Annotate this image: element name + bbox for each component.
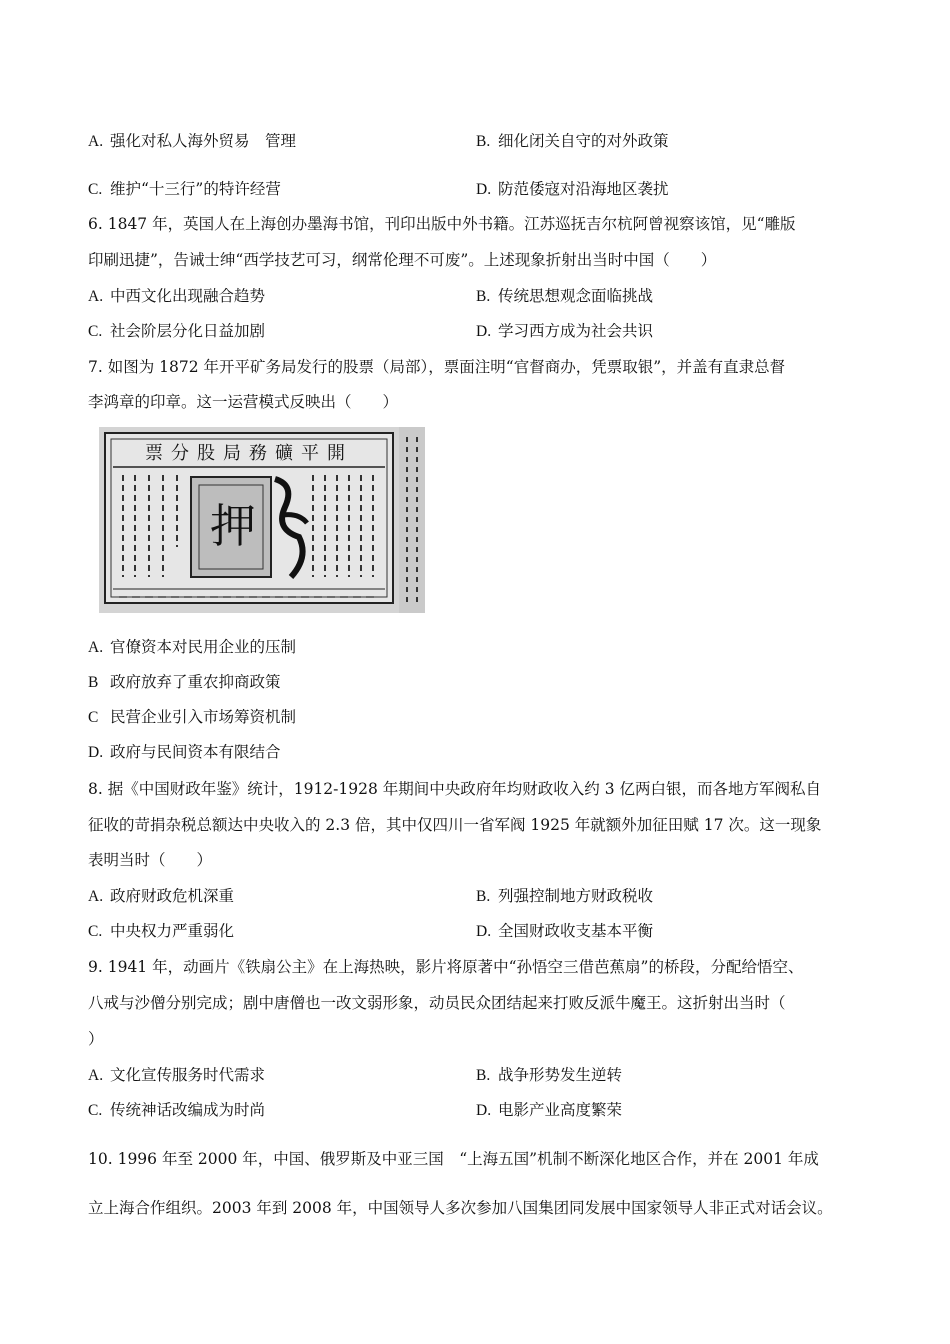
option-letter: C.	[88, 1102, 103, 1119]
q7-option-d	[88, 741, 281, 764]
q6-option-d	[476, 320, 653, 343]
option-text: 强化对私人海外贸易 管理	[110, 132, 297, 150]
option-letter: B.	[476, 133, 491, 150]
option-letter: A.	[88, 288, 104, 305]
stock-certificate-image	[99, 427, 425, 613]
q9-option-d	[476, 1099, 622, 1122]
option-text: 细化闭关自守的对外政策	[498, 132, 669, 150]
option-text: 维护“十三行”的特许经营	[110, 180, 281, 198]
q5-option-c	[88, 178, 281, 201]
q7-option-c	[88, 706, 296, 729]
q8-option-c	[88, 920, 234, 943]
option-text: 中央权力严重弱化	[110, 922, 235, 940]
q6-stem-line-1: 6. 1847 年，英国人在上海创办墨海书馆，刊印出版中外书籍。江苏巡抚吉尔杭阿曾视察该馆，见“雕版	[88, 215, 796, 233]
option-letter: B	[88, 674, 99, 691]
option-letter: A.	[88, 888, 104, 905]
option-letter: A.	[88, 1067, 104, 1084]
q5-option-b	[476, 130, 669, 153]
option-text: 社会阶层分化日益加剧	[110, 322, 266, 340]
option-letter: A.	[88, 133, 104, 150]
option-letter: C	[88, 709, 99, 726]
q9-option-a	[88, 1064, 265, 1087]
option-text: 学习西方成为社会共识	[498, 322, 654, 340]
option-text: 文化宣传服务时代需求	[110, 1066, 266, 1084]
option-letter: A.	[88, 639, 104, 656]
q10-stem-line-2: 立上海合作组织。2003 年到 2008 年，中国领导人多次参加八国集团同发展中国家领导人非正式对话会议。	[88, 1199, 833, 1217]
option-letter: D.	[476, 923, 492, 940]
option-text: 防范倭寇对沿海地区袭扰	[498, 180, 669, 198]
option-text: 民营企业引入市场筹资机制	[110, 708, 297, 726]
option-letter: D.	[476, 323, 492, 340]
q9-option-b	[476, 1064, 622, 1087]
option-letter: C.	[88, 923, 103, 940]
q8-option-b	[476, 885, 653, 908]
stock-title: 票分股局務礦平開	[145, 443, 353, 464]
q7-option-b	[88, 671, 281, 694]
option-letter: B.	[476, 888, 491, 905]
q9-stem-line-1: 9. 1941 年，动画片《铁扇公主》在上海热映，影片将原著中“孙悟空三借芭蕉扇”的桥段，分配给悟空、	[88, 958, 804, 976]
option-letter: B.	[476, 288, 491, 305]
option-letter: D.	[476, 1102, 492, 1119]
option-text: 传统神话改编成为时尚	[110, 1101, 266, 1119]
q6-option-b	[476, 285, 653, 308]
option-text: 中西文化出现融合趋势	[110, 287, 266, 305]
q7-stem-line-1: 7. 如图为 1872 年开平矿务局发行的股票（局部），票面注明“官督商办，凭票取银”，并盖有直隶总督	[88, 358, 786, 376]
option-text: 官僚资本对民用企业的压制	[110, 638, 297, 656]
q9-stem-line-2: 八戒与沙僧分别完成；剧中唐僧也一改文弱形象，动员民众团结起来打败反派牛魔王。这折射出当时（	[88, 994, 786, 1012]
option-letter: D.	[88, 744, 104, 761]
option-letter: D.	[476, 181, 492, 198]
q5-option-d	[476, 178, 669, 201]
option-letter: B.	[476, 1067, 491, 1084]
q8-stem-line-2: 征收的苛捐杂税总额达中央收入的 2.3 倍，其中仅四川一省军阀 1925 年就额外加征田赋 17 次。这一现象	[88, 816, 822, 834]
option-letter: C.	[88, 181, 103, 198]
q5-option-a	[88, 130, 296, 153]
option-text: 战争形势发生逆转	[498, 1066, 623, 1084]
q8-stem-line-1: 8. 据《中国财政年鉴》统计，1912-1928 年期间中央政府年均财政收入约 3 亿两白银，而各地方军阀私自	[88, 780, 821, 798]
option-text: 全国财政收支基本平衡	[498, 922, 654, 940]
q8-stem-line-3: 表明当时（ ）	[88, 851, 213, 869]
q6-option-a	[88, 285, 265, 308]
q6-stem-line-2: 印刷迅捷”，告诫士绅“西学技艺可习，纲常伦理不可废”。上述现象折射出当时中国（ ）	[88, 251, 717, 269]
q7-option-a	[88, 636, 296, 659]
option-text: 列强控制地方财政税收	[498, 887, 654, 905]
q8-option-a	[88, 885, 234, 908]
stock-seal: 押	[210, 499, 256, 553]
q9-stem-line-3: ）	[88, 1030, 104, 1048]
option-text: 政府与民间资本有限结合	[110, 743, 281, 761]
option-text: 传统思想观念面临挑战	[498, 287, 654, 305]
q10-stem-line-1: 10. 1996 年至 2000 年，中国、俄罗斯及中亚三国 “上海五国”机制不断深化地区合作，并在 2001 年成	[88, 1150, 819, 1168]
option-letter: C.	[88, 323, 103, 340]
q9-option-c	[88, 1099, 265, 1122]
option-text: 政府财政危机深重	[110, 887, 235, 905]
option-text: 政府放弃了重农抑商政策	[110, 673, 281, 691]
q8-option-d	[476, 920, 653, 943]
q7-stem-line-2: 李鸿章的印章。这一运营模式反映出（ ）	[88, 393, 399, 411]
option-text: 电影产业高度繁荣	[498, 1101, 623, 1119]
q6-option-c	[88, 320, 265, 343]
